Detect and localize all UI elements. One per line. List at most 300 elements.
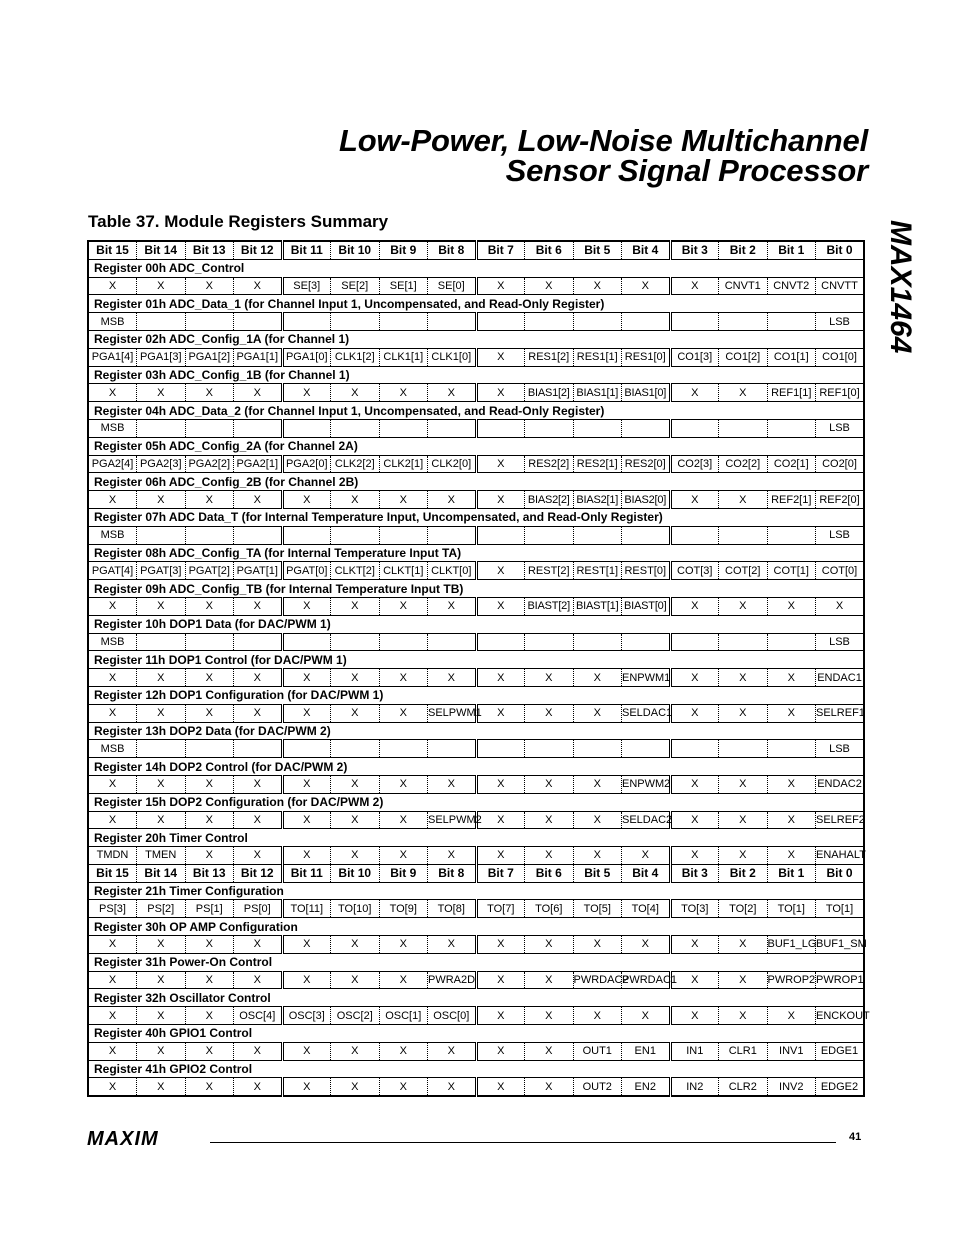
bit-field-cell: X — [185, 775, 234, 793]
module-registers-table — [87, 240, 870, 1097]
bit-field-cell — [476, 740, 525, 758]
bit-header-cell: Bit 5 — [573, 241, 622, 259]
bit-field-cell: BUF1_LG — [767, 936, 816, 954]
register-title: Register 13h DOP2 Data (for DAC/PWM 2) — [88, 722, 864, 740]
bit-field-cell: X — [670, 811, 719, 829]
bit-field-cell: X — [379, 811, 428, 829]
bit-field-cell — [525, 740, 574, 758]
bit-field-cell — [137, 633, 186, 651]
bit-field-cell: PWRDAC1 — [622, 971, 671, 989]
bit-header-cell: Bit 13 — [185, 864, 234, 882]
bit-field-cell: BIAST[1] — [573, 597, 622, 615]
bit-header-cell: Bit 2 — [719, 241, 768, 259]
bit-field-cell: X — [767, 811, 816, 829]
bit-field-cell: X — [622, 277, 671, 295]
register-title: Register 21h Timer Configuration — [88, 882, 864, 900]
bit-field-cell — [428, 419, 477, 437]
register-title-row — [88, 1060, 864, 1078]
bit-field-cell: OSC[1] — [379, 1007, 428, 1025]
bit-field-cell: X — [670, 597, 719, 615]
bit-field-cell: CNVT2 — [767, 277, 816, 295]
bit-field-cell: LSB — [816, 633, 865, 651]
register-title-row — [88, 758, 864, 776]
bit-field-cell: CLK2[2] — [331, 455, 380, 473]
bit-field-cell: X — [137, 384, 186, 402]
bit-field-cell: X — [622, 1007, 671, 1025]
bit-field-cell: X — [88, 1042, 137, 1060]
bit-field-cell: X — [476, 1078, 525, 1096]
bit-field-cell: X — [670, 384, 719, 402]
bit-field-cell: TO[4] — [622, 900, 671, 918]
bit-field-cell: X — [670, 704, 719, 722]
bit-field-cell: X — [767, 704, 816, 722]
bit-field-cell — [331, 419, 380, 437]
bit-field-cell: TO[1] — [767, 900, 816, 918]
bit-field-cell: X — [622, 847, 671, 865]
bit-field-cell — [185, 526, 234, 544]
bit-field-cell: BIAS2[0] — [622, 491, 671, 509]
bit-field-cell: SELREF1 — [816, 704, 865, 722]
bit-field-cell: PGA2[3] — [137, 455, 186, 473]
bit-field-cell: X — [476, 597, 525, 615]
bit-field-cell: X — [234, 971, 283, 989]
register-title-row — [88, 953, 864, 971]
bit-field-cell: X — [525, 971, 574, 989]
bit-field-cell: X — [331, 491, 380, 509]
bit-field-cell: X — [379, 491, 428, 509]
register-title: Register 02h ADC_Config_1A (for Channel 1) — [88, 330, 864, 348]
bit-field-cell — [234, 740, 283, 758]
register-title: Register 14h DOP2 Control (for DAC/PWM 2) — [88, 758, 864, 776]
bit-field-cell: PWROP2 — [767, 971, 816, 989]
bit-header-cell: Bit 0 — [816, 241, 865, 259]
bit-field-cell: X — [670, 775, 719, 793]
bit-field-cell: TO[7] — [476, 900, 525, 918]
bit-field-cell: X — [234, 1078, 283, 1096]
bit-field-cell: X — [525, 277, 574, 295]
bit-field-cell — [428, 313, 477, 331]
bit-field-cell — [331, 313, 380, 331]
bit-header-cell: Bit 11 — [282, 864, 331, 882]
bit-field-cell: PS[3] — [88, 900, 137, 918]
bit-header-row — [88, 864, 864, 882]
bit-field-cell: CO1[0] — [816, 348, 865, 366]
register-title: Register 07h ADC Data_T (for Internal Temperature Input, Uncompensated, and Read-Only Register) — [88, 508, 864, 526]
bit-field-cell: X — [719, 811, 768, 829]
bit-field-cell: PGA2[4] — [88, 455, 137, 473]
bit-field-cell: X — [670, 936, 719, 954]
bit-field-cell: X — [476, 1007, 525, 1025]
bit-field-cell: X — [379, 1078, 428, 1096]
bit-field-cell: X — [234, 1042, 283, 1060]
bit-field-cell: X — [137, 669, 186, 687]
bit-field-cell: X — [379, 704, 428, 722]
bit-field-cell: ENPWM2 — [622, 775, 671, 793]
register-title-row — [88, 918, 864, 936]
bit-header-cell: Bit 6 — [525, 864, 574, 882]
bit-field-cell: X — [185, 936, 234, 954]
bit-field-cell: X — [525, 936, 574, 954]
bit-field-cell: X — [137, 491, 186, 509]
bit-field-cell: SELREF2 — [816, 811, 865, 829]
bit-field-cell: X — [234, 277, 283, 295]
bit-field-cell — [719, 419, 768, 437]
bit-field-cell: X — [88, 597, 137, 615]
bit-field-cell — [622, 633, 671, 651]
bit-field-cell: X — [282, 491, 331, 509]
bit-field-cell: IN1 — [670, 1042, 719, 1060]
bit-field-cell: X — [234, 704, 283, 722]
bit-field-cell: PGA1[2] — [185, 348, 234, 366]
bit-field-row — [88, 775, 864, 793]
bit-field-cell — [428, 740, 477, 758]
bit-field-cell: X — [573, 277, 622, 295]
bit-field-cell: X — [767, 669, 816, 687]
bit-field-cell: CO1[3] — [670, 348, 719, 366]
bit-field-row — [88, 704, 864, 722]
bit-field-cell: X — [331, 1042, 380, 1060]
bit-field-cell: X — [282, 971, 331, 989]
bit-field-cell: X — [282, 669, 331, 687]
bit-field-cell: CLK1[0] — [428, 348, 477, 366]
register-title-row — [88, 259, 864, 277]
bit-header-cell: Bit 1 — [767, 241, 816, 259]
bit-field-cell — [234, 633, 283, 651]
bit-field-cell — [670, 313, 719, 331]
bit-field-cell: X — [234, 847, 283, 865]
bit-field-cell: OSC[2] — [331, 1007, 380, 1025]
bit-field-cell: BIAS2[2] — [525, 491, 574, 509]
bit-field-cell: REF2[0] — [816, 491, 865, 509]
bit-field-cell — [670, 740, 719, 758]
register-title-row — [88, 615, 864, 633]
bit-field-cell: X — [719, 1007, 768, 1025]
bit-field-cell: REST[2] — [525, 562, 574, 580]
bit-field-cell — [622, 740, 671, 758]
bit-field-cell: LSB — [816, 313, 865, 331]
bit-field-cell — [282, 633, 331, 651]
bit-field-cell: X — [88, 1078, 137, 1096]
bit-field-cell: X — [476, 971, 525, 989]
register-title-row — [88, 686, 864, 704]
register-title-row — [88, 366, 864, 384]
bit-field-row — [88, 847, 864, 865]
bit-field-cell: PGAT[4] — [88, 562, 137, 580]
bit-field-cell: X — [767, 775, 816, 793]
bit-field-cell — [379, 526, 428, 544]
register-title: Register 20h Timer Control — [88, 829, 864, 847]
bit-field-cell — [234, 313, 283, 331]
bit-field-cell: X — [331, 971, 380, 989]
bit-field-cell: X — [234, 491, 283, 509]
bit-field-cell: IN2 — [670, 1078, 719, 1096]
bit-field-cell: X — [476, 384, 525, 402]
bit-field-cell: CO2[3] — [670, 455, 719, 473]
bit-field-cell — [525, 419, 574, 437]
bit-field-cell: TMEN — [137, 847, 186, 865]
bit-field-cell: X — [234, 384, 283, 402]
register-title: Register 10h DOP1 Data (for DAC/PWM 1) — [88, 615, 864, 633]
bit-field-cell: REST[1] — [573, 562, 622, 580]
bit-field-row — [88, 811, 864, 829]
register-title-row — [88, 989, 864, 1007]
bit-field-cell: PGA2[2] — [185, 455, 234, 473]
bit-field-cell — [379, 313, 428, 331]
bit-field-cell: X — [282, 704, 331, 722]
bit-field-cell — [476, 633, 525, 651]
bit-field-cell: OSC[3] — [282, 1007, 331, 1025]
bit-field-cell: X — [428, 491, 477, 509]
bit-field-cell: X — [719, 491, 768, 509]
bit-field-cell: OSC[4] — [234, 1007, 283, 1025]
bit-field-cell: X — [331, 811, 380, 829]
bit-field-cell: SE[3] — [282, 277, 331, 295]
bit-header-cell: Bit 10 — [331, 864, 380, 882]
bit-field-cell: CLR2 — [719, 1078, 768, 1096]
register-title-row — [88, 544, 864, 562]
bit-field-cell: X — [282, 775, 331, 793]
bit-field-cell: X — [331, 669, 380, 687]
bit-field-cell — [622, 313, 671, 331]
bit-field-cell: TO[1] — [816, 900, 865, 918]
bit-field-cell: CNVTT — [816, 277, 865, 295]
bit-field-row — [88, 633, 864, 651]
page-title — [338, 123, 868, 188]
bit-field-cell: LSB — [816, 526, 865, 544]
bit-field-row — [88, 491, 864, 509]
bit-field-cell: SE[2] — [331, 277, 380, 295]
bit-field-cell: X — [573, 669, 622, 687]
bit-field-cell: BIAST[2] — [525, 597, 574, 615]
bit-field-cell — [622, 419, 671, 437]
bit-field-cell: BIAS2[1] — [573, 491, 622, 509]
bit-field-cell: TO[11] — [282, 900, 331, 918]
bit-field-cell: PWRA2D — [428, 971, 477, 989]
bit-field-cell: CNVT1 — [719, 277, 768, 295]
bit-header-row — [88, 241, 864, 259]
bit-header-cell: Bit 15 — [88, 864, 137, 882]
register-title: Register 30h OP AMP Configuration — [88, 918, 864, 936]
bit-field-cell — [379, 419, 428, 437]
bit-field-row — [88, 1042, 864, 1060]
bit-field-cell: LSB — [816, 740, 865, 758]
bit-field-cell — [573, 740, 622, 758]
bit-field-cell: X — [670, 491, 719, 509]
logo-text: MAXIM — [87, 1128, 159, 1150]
bit-field-cell: X — [379, 936, 428, 954]
bit-field-cell: CO1[2] — [719, 348, 768, 366]
bit-field-cell — [476, 526, 525, 544]
bit-field-cell — [379, 740, 428, 758]
bit-field-cell: X — [525, 847, 574, 865]
register-title-row — [88, 580, 864, 598]
bit-field-cell — [476, 313, 525, 331]
bit-field-cell: X — [525, 1007, 574, 1025]
table-caption: Table 37. Module Registers Summary — [88, 212, 389, 231]
bit-field-cell: EDGE2 — [816, 1078, 865, 1096]
register-title-row — [88, 473, 864, 491]
bit-field-cell — [137, 313, 186, 331]
bit-field-cell: X — [476, 348, 525, 366]
bit-field-cell: TO[10] — [331, 900, 380, 918]
register-title-row — [88, 1025, 864, 1043]
bit-field-cell: SE[1] — [379, 277, 428, 295]
bit-field-cell: PGAT[1] — [234, 562, 283, 580]
bit-header-cell: Bit 1 — [767, 864, 816, 882]
register-title-row — [88, 651, 864, 669]
bit-field-cell — [282, 740, 331, 758]
bit-field-cell: X — [525, 811, 574, 829]
bit-field-cell: X — [428, 597, 477, 615]
bit-field-cell: CO1[1] — [767, 348, 816, 366]
bit-field-cell: ENPWM1 — [622, 669, 671, 687]
bit-header-cell: Bit 15 — [88, 241, 137, 259]
bit-field-cell: X — [719, 971, 768, 989]
bit-header-cell: Bit 6 — [525, 241, 574, 259]
bit-field-cell: PS[1] — [185, 900, 234, 918]
bit-field-cell: X — [137, 1007, 186, 1025]
bit-field-cell: X — [573, 936, 622, 954]
bit-field-cell — [331, 633, 380, 651]
bit-field-row — [88, 419, 864, 437]
bit-field-row — [88, 313, 864, 331]
register-title: Register 01h ADC_Data_1 (for Channel Input 1, Uncompensated, and Read-Only Register) — [88, 295, 864, 313]
bit-header-cell: Bit 3 — [670, 864, 719, 882]
bit-field-cell: X — [476, 669, 525, 687]
bit-field-cell: LSB — [816, 419, 865, 437]
bit-field-cell: X — [622, 936, 671, 954]
bit-field-cell — [525, 633, 574, 651]
footer-rule — [210, 1142, 836, 1143]
bit-field-cell: X — [379, 1042, 428, 1060]
bit-field-cell: MSB — [88, 419, 137, 437]
bit-field-cell: X — [234, 775, 283, 793]
bit-field-cell — [331, 740, 380, 758]
bit-field-cell: X — [185, 597, 234, 615]
bit-field-cell — [185, 419, 234, 437]
bit-field-row — [88, 562, 864, 580]
bit-field-row — [88, 1078, 864, 1096]
bit-field-cell — [525, 313, 574, 331]
bit-field-cell: X — [137, 277, 186, 295]
register-title: Register 15h DOP2 Configuration (for DAC/PWM 2) — [88, 793, 864, 811]
bit-field-cell: X — [331, 384, 380, 402]
bit-field-cell: X — [185, 1007, 234, 1025]
bit-field-cell: MSB — [88, 313, 137, 331]
title-line-2: Sensor Signal Processor — [505, 153, 868, 188]
bit-field-cell: PS[2] — [137, 900, 186, 918]
bit-field-cell — [767, 419, 816, 437]
bit-header-cell: Bit 14 — [137, 241, 186, 259]
bit-field-cell: X — [379, 775, 428, 793]
bit-field-cell: ENDAC1 — [816, 669, 865, 687]
bit-field-cell: PGA1[3] — [137, 348, 186, 366]
bit-field-cell: X — [476, 775, 525, 793]
bit-field-cell: BIAS1[2] — [525, 384, 574, 402]
bit-field-row — [88, 740, 864, 758]
bit-field-cell — [670, 419, 719, 437]
bit-field-cell — [185, 633, 234, 651]
bit-field-cell: X — [185, 384, 234, 402]
bit-field-cell: X — [476, 847, 525, 865]
bit-field-cell: CLKT[2] — [331, 562, 380, 580]
bit-field-cell — [331, 526, 380, 544]
bit-field-cell — [137, 740, 186, 758]
bit-field-cell: X — [573, 811, 622, 829]
bit-field-cell: PWROP1 — [816, 971, 865, 989]
bit-field-cell — [573, 419, 622, 437]
bit-field-cell: X — [428, 936, 477, 954]
bit-field-cell: COT[1] — [767, 562, 816, 580]
bit-field-cell: REF2[1] — [767, 491, 816, 509]
bit-field-cell: X — [670, 971, 719, 989]
bit-field-cell: X — [282, 597, 331, 615]
bit-field-cell — [622, 526, 671, 544]
bit-field-row — [88, 277, 864, 295]
bit-field-cell: TO[2] — [719, 900, 768, 918]
bit-header-cell: Bit 13 — [185, 241, 234, 259]
bit-field-cell — [767, 526, 816, 544]
bit-field-cell: PS[0] — [234, 900, 283, 918]
bit-field-cell: INV2 — [767, 1078, 816, 1096]
bit-field-cell: X — [88, 936, 137, 954]
register-title-row — [88, 330, 864, 348]
bit-header-cell: Bit 8 — [428, 864, 477, 882]
bit-field-cell: X — [428, 384, 477, 402]
bit-field-cell: CLKT[1] — [379, 562, 428, 580]
bit-field-cell: X — [525, 1042, 574, 1060]
bit-field-cell: X — [525, 1078, 574, 1096]
bit-header-cell: Bit 7 — [476, 241, 525, 259]
bit-field-cell — [282, 526, 331, 544]
bit-field-cell: X — [379, 597, 428, 615]
register-title: Register 40h GPIO1 Control — [88, 1025, 864, 1043]
bit-field-cell: X — [137, 775, 186, 793]
bit-field-cell — [670, 633, 719, 651]
page-number: 41 — [849, 1131, 862, 1143]
bit-field-cell — [573, 526, 622, 544]
bit-field-cell: ENDAC2 — [816, 775, 865, 793]
bit-field-cell: X — [428, 775, 477, 793]
bit-field-cell: X — [185, 277, 234, 295]
bit-field-cell: X — [185, 1042, 234, 1060]
bit-field-cell — [379, 633, 428, 651]
bit-field-cell: REF1[0] — [816, 384, 865, 402]
bit-field-cell: RES1[0] — [622, 348, 671, 366]
bit-field-cell: SELPWM1 — [428, 704, 477, 722]
bit-field-cell: X — [185, 669, 234, 687]
register-title: Register 41h GPIO2 Control — [88, 1060, 864, 1078]
bit-field-cell: PGA1[1] — [234, 348, 283, 366]
bit-field-cell: OSC[0] — [428, 1007, 477, 1025]
bit-field-cell: RES1[1] — [573, 348, 622, 366]
bit-field-cell: X — [525, 704, 574, 722]
bit-field-cell — [137, 526, 186, 544]
bit-field-cell: X — [428, 669, 477, 687]
bit-field-cell — [767, 740, 816, 758]
bit-field-cell — [185, 740, 234, 758]
bit-field-cell: RES2[0] — [622, 455, 671, 473]
register-title: Register 03h ADC_Config_1B (for Channel 1) — [88, 366, 864, 384]
bit-field-cell: X — [573, 847, 622, 865]
bit-field-cell: TO[6] — [525, 900, 574, 918]
bit-field-cell: PGA2[1] — [234, 455, 283, 473]
bit-field-cell: X — [767, 847, 816, 865]
bit-field-cell — [573, 633, 622, 651]
register-title-row — [88, 882, 864, 900]
bit-field-cell: X — [573, 775, 622, 793]
bit-field-cell: X — [379, 847, 428, 865]
